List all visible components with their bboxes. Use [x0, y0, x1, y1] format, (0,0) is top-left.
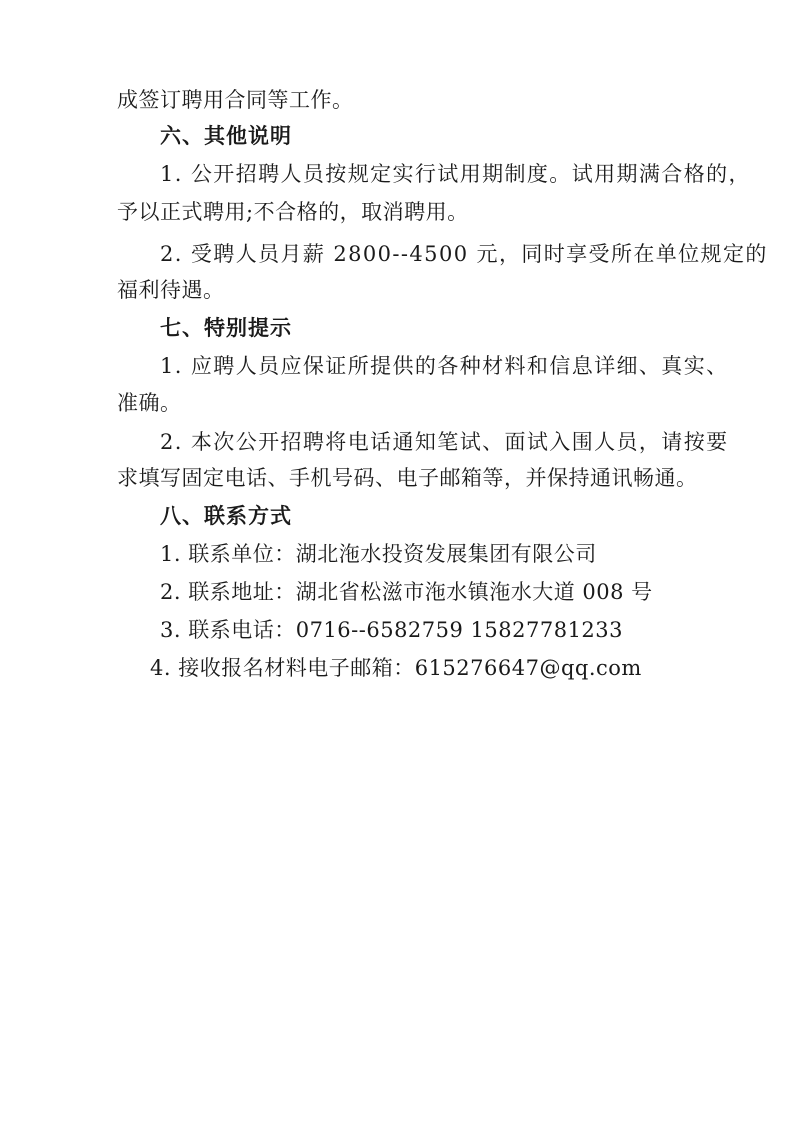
section-6-item-1-line-1: 1. 公开招聘人员按规定实行试用期制度。试用期满合格的，	[160, 162, 751, 186]
contact-phone: 3. 联系电话：0716--6582759 15827781233	[160, 618, 624, 642]
section-6-item-1-line-2: 予以正式聘用;不合格的，取消聘用。	[117, 200, 469, 224]
section-7-item-2-line-2: 求填写固定电话、手机号码、电子邮箱等，并保持通讯畅通。	[117, 466, 698, 490]
contact-email: 4. 接收报名材料电子邮箱：615276647@qq.com	[150, 656, 642, 680]
section-6-item-2-line-2: 福利待遇。	[117, 278, 225, 302]
section-7-item-2-line-1: 2. 本次公开招聘将电话通知笔试、面试入围人员，请按要	[160, 430, 729, 454]
section-7-heading: 七、特别提示	[160, 316, 292, 340]
intro-continuation: 成签订聘用合同等工作。	[117, 88, 354, 112]
section-6-item-2-line-1: 2. 受聘人员月薪 2800--4500 元，同时享受所在单位规定的	[160, 242, 768, 266]
section-7-item-1-line-2: 准确。	[117, 391, 182, 415]
section-8-heading: 八、联系方式	[160, 504, 292, 528]
section-7-item-1-line-1: 1. 应聘人员应保证所提供的各种材料和信息详细、真实、	[160, 354, 729, 378]
contact-address: 2. 联系地址：湖北省松滋市沲水镇沲水大道 008 号	[160, 580, 653, 604]
section-6-heading: 六、其他说明	[160, 124, 292, 148]
contact-unit: 1. 联系单位：湖北沲水投资发展集团有限公司	[160, 542, 597, 566]
